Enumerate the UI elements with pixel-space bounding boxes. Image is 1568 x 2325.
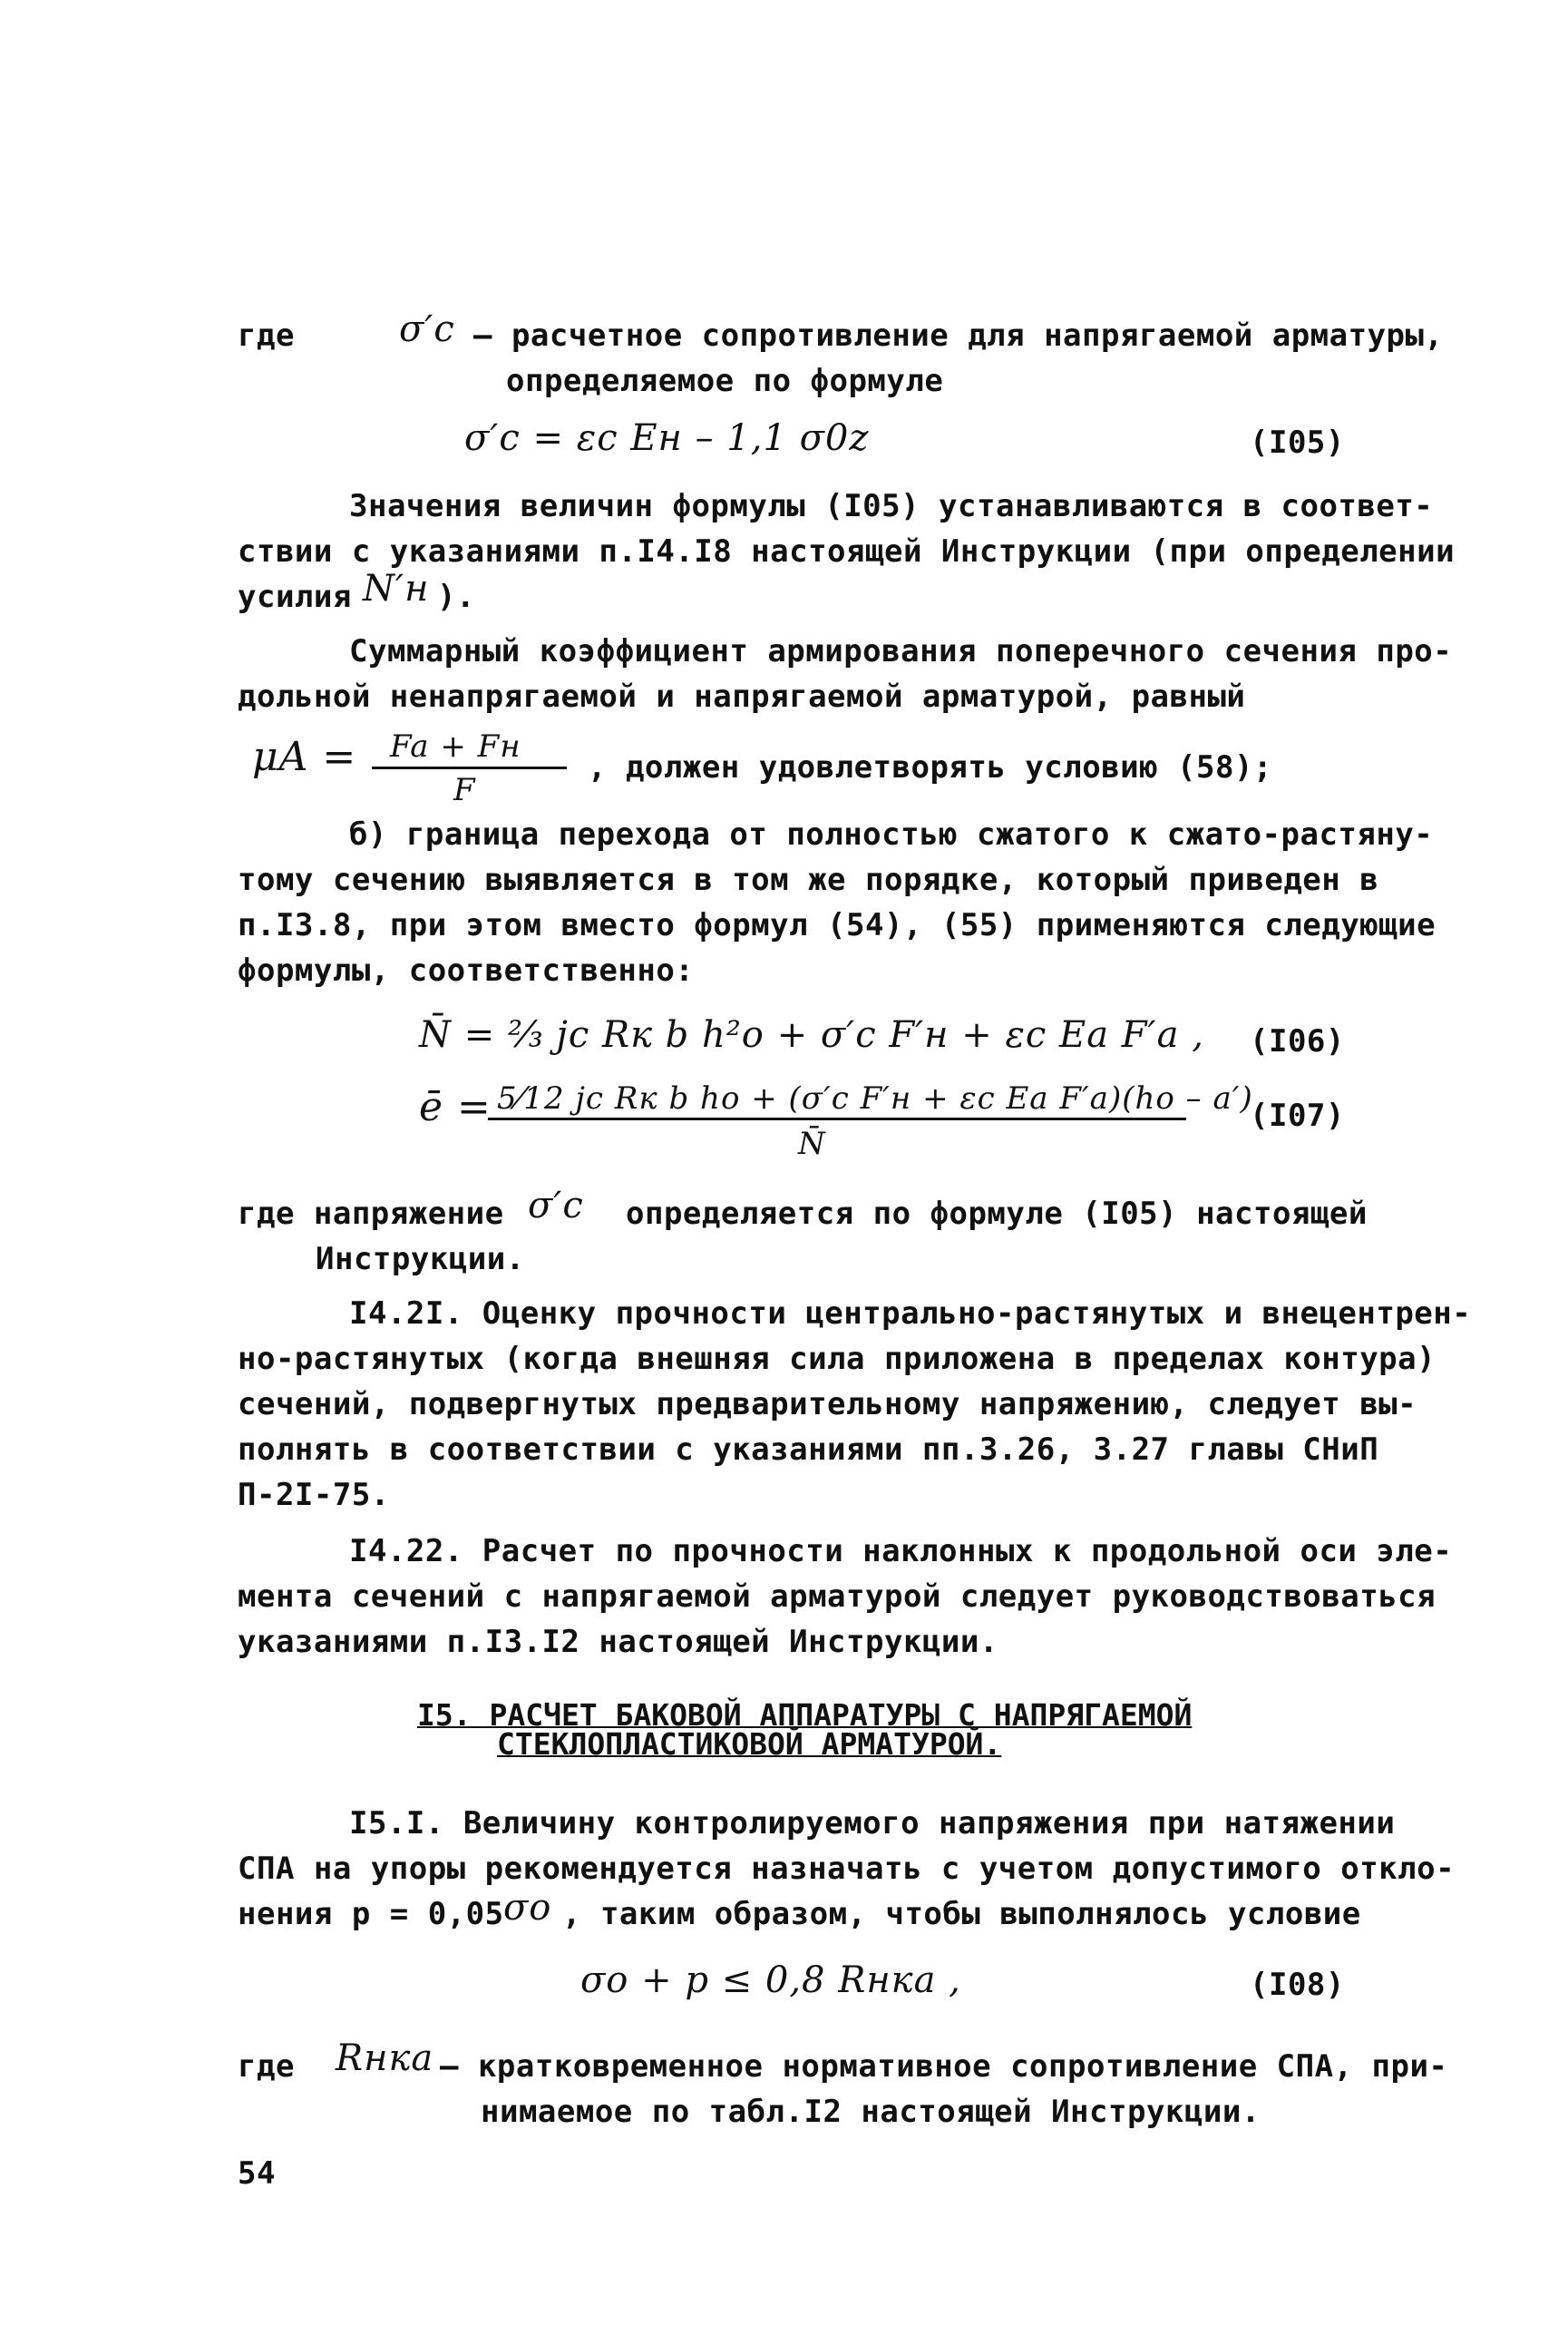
formula-mu-denominator: F bbox=[453, 772, 476, 808]
text-line-25a: нения p = 0,05 bbox=[238, 1896, 504, 1932]
formula-107-fraction-bar bbox=[488, 1118, 1186, 1120]
text-line-10: тому сечению выявляется в том же порядке, который приведен в bbox=[238, 862, 1379, 898]
text-line-05b: ). bbox=[437, 579, 475, 615]
text-line-27: нимаемое по табл.I2 настоящей Инструкции. bbox=[481, 2094, 1261, 2130]
text-line-07: дольной ненапрягаемой и напрягаемой арматурой, равный bbox=[238, 679, 1246, 715]
text-line-12: формулы, соответственно: bbox=[238, 952, 695, 989]
formula-108: σо + p ≤ 0,8 Rнка , bbox=[580, 1959, 961, 2001]
text-line-23: I5.I. Величину контролируемого напряжения при натяжении bbox=[349, 1805, 1396, 1841]
text-line-16: но-растянутых (когда внешняя сила приложена в пределах контура) bbox=[238, 1341, 1437, 1377]
text-line-09: б) граница перехода от полностью сжатого к сжато-растяну- bbox=[349, 816, 1434, 853]
text-line-25b: , таким образом, чтобы выполнялось условие bbox=[562, 1896, 1361, 1932]
text-line-18: полнять в соответствии с указаниями пп.3.26, 3.27 главы СНиП bbox=[238, 1431, 1379, 1468]
text-line-01: – расчетное сопротивление для напрягаемой арматуры, bbox=[473, 317, 1444, 354]
text-line-20: I4.22. Расчет по прочности наклонных к продольной оси эле- bbox=[349, 1533, 1453, 1569]
text-line-19: П-2I-75. bbox=[238, 1477, 390, 1513]
section-heading-line-2: СТЕКЛОПЛАСТИКОВОЙ АРМАТУРОЙ. bbox=[497, 1726, 1002, 1762]
formula-number-106: (I06) bbox=[1250, 1023, 1345, 1060]
text-line-08: , должен удовлетворять условию (58); bbox=[588, 749, 1272, 786]
text-line-22: указаниями п.I3.I2 настоящей Инструкции. bbox=[238, 1624, 998, 1660]
formula-number-108: (I08) bbox=[1250, 1967, 1345, 2003]
formula-105: σ′c = εc Eн – 1,1 σ0z bbox=[464, 417, 870, 459]
text-line-14: Инструкции. bbox=[316, 1241, 525, 1277]
text-gde-3: где bbox=[238, 2048, 295, 2085]
formula-106: N̄ = ⅔ jc Rк b h²о + σ′c F′н + εc Ea F′a , bbox=[419, 1014, 1204, 1056]
text-line-03: Значения величин формулы (I05) устанавливаются в соответ- bbox=[349, 488, 1434, 524]
text-line-24: СПА на упоры рекомендуется назначать с учетом допустимого откло- bbox=[238, 1851, 1456, 1887]
formula-sigma-c: σ′c bbox=[399, 308, 455, 350]
page-number: 54 bbox=[238, 2155, 276, 2192]
text-line-05a: усилия bbox=[238, 579, 352, 615]
text-line-26: – кратковременное нормативное сопротивление СПА, при- bbox=[440, 2048, 1448, 2085]
formula-R-ka: Rнка bbox=[336, 2037, 434, 2079]
formula-107-numerator: 5⁄12 jc Rк b hо + (σ′c F′н + εc Ea F′a)(hо – a′) bbox=[497, 1080, 1253, 1117]
formula-sigma-0: σо bbox=[503, 1887, 552, 1929]
formula-107-lhs: ē = bbox=[419, 1084, 492, 1130]
text-line-15: I4.2I. Оценку прочности центрально-растянутых и внецентрен- bbox=[349, 1295, 1472, 1332]
text-line-21: мента сечений с напрягаемой арматурой следует руководствоваться bbox=[238, 1578, 1437, 1615]
section-heading-line-1: I5. РАСЧЕТ БАКОВОЙ АППАРАТУРЫ С НАПРЯГАЕМОЙ bbox=[417, 1697, 1193, 1733]
text-line-17: сечений, подвергнутых предварительному напряжению, следует вы- bbox=[238, 1386, 1417, 1422]
text-line-11: п.I3.8, при этом вместо формул (54), (55) применяются следующие bbox=[238, 907, 1437, 943]
text-line-13a: где напряжение bbox=[238, 1196, 504, 1232]
formula-number-107: (I07) bbox=[1250, 1098, 1345, 1134]
formula-sigma-c-2: σ′c bbox=[528, 1185, 584, 1226]
text-line-04: ствии с указаниями п.I4.I8 настоящей Инструкции (при определении bbox=[238, 533, 1456, 570]
formula-mu-numerator: Fa + Fн bbox=[390, 728, 521, 765]
formula-number-105: (I05) bbox=[1250, 425, 1345, 461]
formula-mu-lhs: μA = bbox=[252, 734, 357, 780]
text-line-02: определяемое по формуле bbox=[506, 363, 944, 399]
text-gde-1: где bbox=[238, 317, 295, 354]
formula-107-denominator: N̄ bbox=[798, 1126, 826, 1162]
formula-N-prime: N′н bbox=[363, 568, 430, 610]
text-line-13b: определяется по формуле (I05) настоящей bbox=[626, 1196, 1368, 1232]
text-line-06: Суммарный коэффициент армирования поперечного сечения про- bbox=[349, 633, 1453, 669]
